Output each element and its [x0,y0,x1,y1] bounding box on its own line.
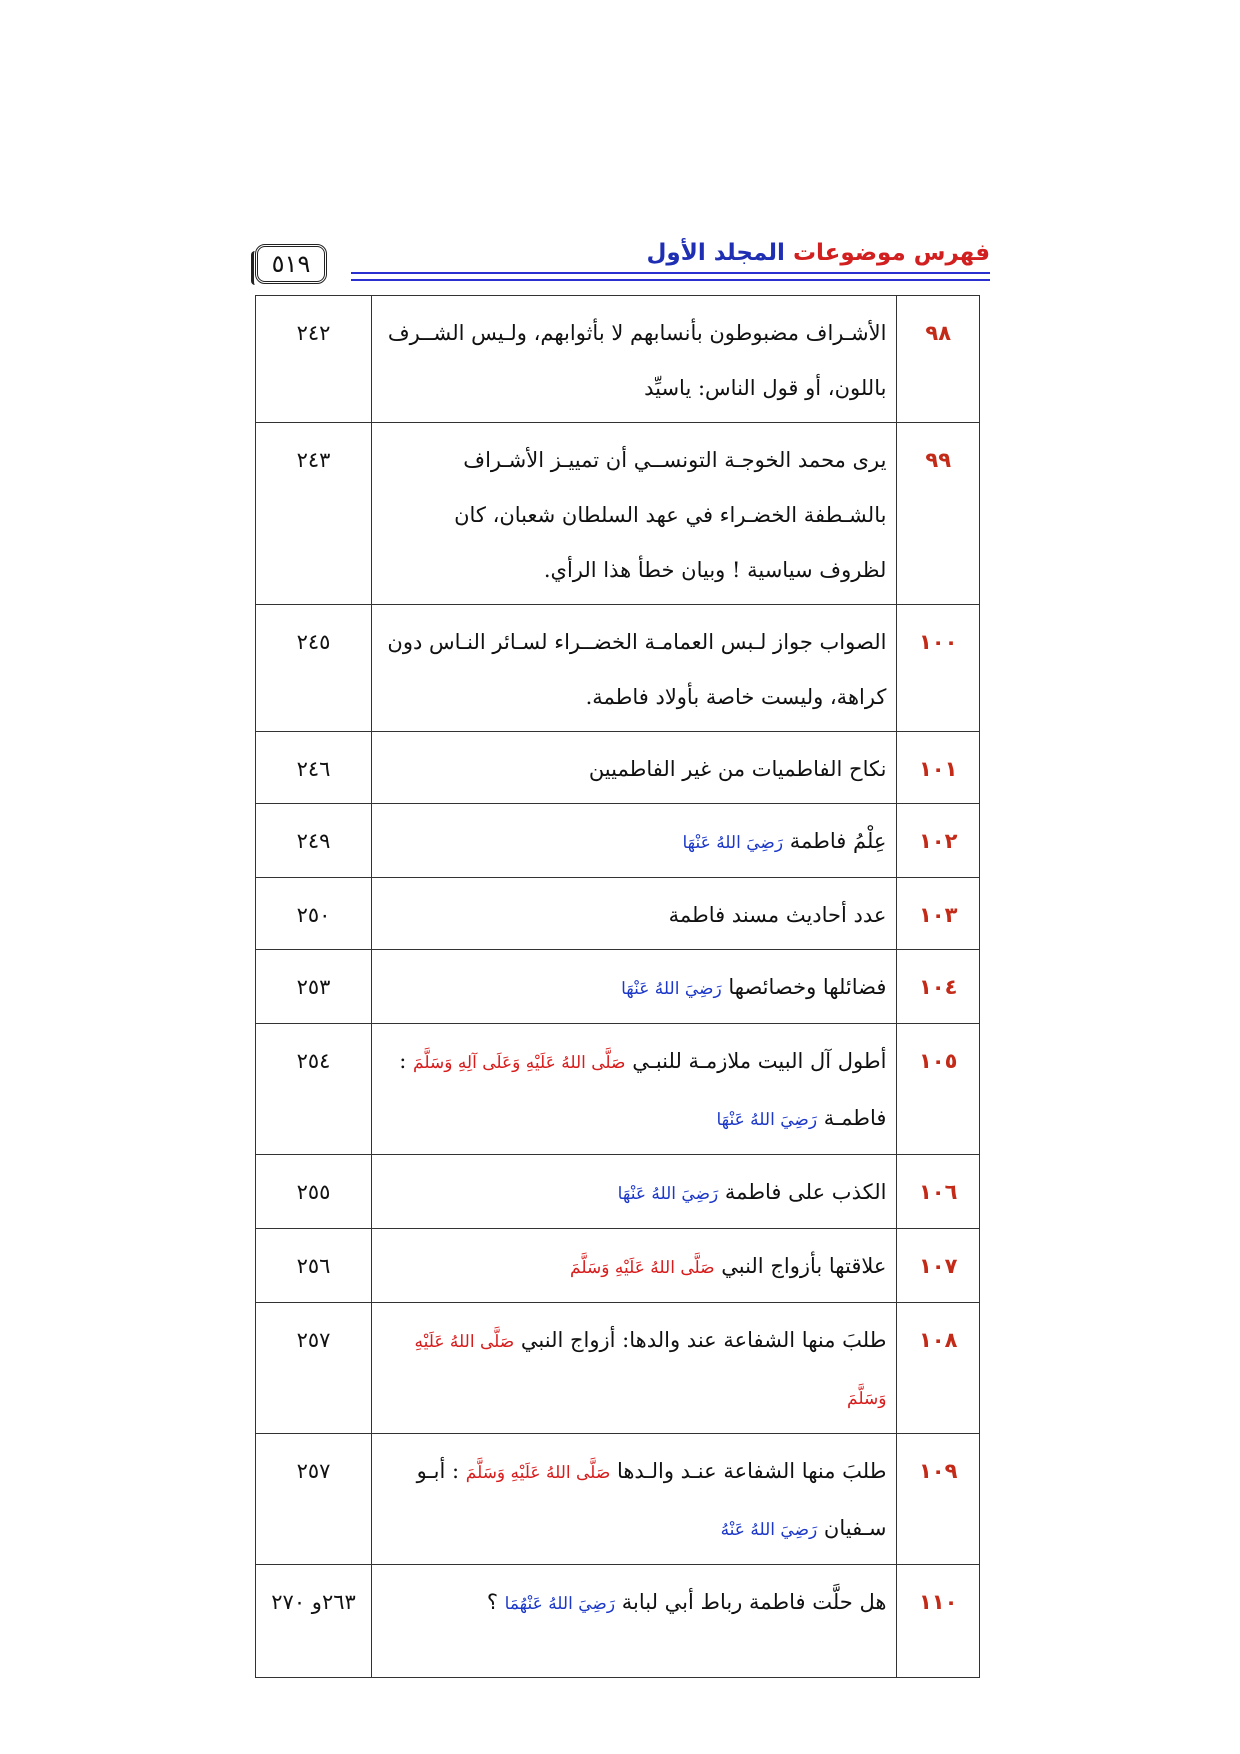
topic-text: علاقتها بأزواج النبي [721,1254,887,1278]
page-reference: ٢٤٣ [256,423,372,605]
topic-text: طلبَ منها الشفاعة عنـد والـدها [616,1459,887,1483]
header-rule [351,272,990,281]
topic-text: عدد أحاديث مسند فاطمة [668,903,887,927]
topic-title [372,423,897,605]
topic-text-continued: ؟ [486,1590,505,1614]
table-row [256,1434,980,1565]
page-reference: ٢٤٩ [256,804,372,878]
topic-title [372,878,897,950]
topic-number: ١٠٦ [897,1155,980,1229]
table-row [256,1229,980,1303]
topic-number: ١٠٧ [897,1229,980,1303]
page-reference: ٢٦٣و ٢٧٠ [256,1565,372,1678]
topic-text: الصواب جواز لـبس العمامـة الخضــراء لسـائر النـاس دون كراهة، وليست خاصة بأولاد فاطمة. [387,630,887,709]
topic-title [372,296,897,423]
honorific: رَضِيَ اللهُ عَنْهُ [720,1520,818,1540]
topic-text: عِلْمُ فاطمة [789,829,887,853]
topic-text: الكذب على فاطمة [724,1180,887,1204]
title-part-red: فهرس موضوعات [792,240,990,266]
page-reference: ٢٤٢ [256,296,372,423]
topic-title [372,605,897,732]
page-reference: ٢٥٤ [256,1024,372,1155]
page-reference: ٢٥٣ [256,950,372,1024]
title-part-blue: المجلد الأول [646,240,785,266]
topic-number: ٩٨ [897,296,980,423]
table-row [256,296,980,423]
table-row [256,1024,980,1155]
table-row [256,1565,980,1678]
index-table-body [256,296,980,1678]
page-reference: ٢٥٧ [256,1434,372,1565]
honorific: رَضِيَ اللهُ عَنْهَا [621,979,722,999]
topic-title [372,732,897,804]
topic-title [372,950,897,1024]
topic-text: نكاح الفاطميات من غير الفاطميين [588,757,887,781]
honorific: صَلَّى اللهُ عَلَيْهِ وَعَلَى آلِهِ وَسَلَّمَ [413,1053,626,1073]
page-reference: ٢٤٥ [256,605,372,732]
topic-title [372,1229,897,1303]
page-reference: ٢٥٧ [256,1303,372,1434]
topic-number: ١٠٢ [897,804,980,878]
topic-number: ١٠٥ [897,1024,980,1155]
topic-title [372,1155,897,1229]
honorific: رَضِيَ اللهُ عَنْهُمَا [504,1594,616,1614]
topic-number: ١٠٣ [897,878,980,950]
table-row [256,1155,980,1229]
table-row [256,950,980,1024]
honorific: رَضِيَ اللهُ عَنْهَا [617,1184,719,1204]
table-row [256,605,980,732]
topic-text-continued: : أبـو سـفيان [416,1459,887,1540]
page-reference: ٢٤٦ [256,732,372,804]
table-row [256,732,980,804]
topic-title [372,1024,897,1155]
page-title [646,240,990,266]
topic-number: ١١٠ [897,1565,980,1678]
honorific: صَلَّى اللهُ عَلَيْهِ وَسَلَّمَ [414,1332,887,1409]
topic-text: يرى محمد الخوجـة التونســي أن تمييـز الأشـراف بالشـطفة الخضـراء في عهد السلطان شعبان، كان لظروف سياسية ! وبيان خطأ هذا الرأي. [454,448,887,582]
page-reference: ٢٥٠ [256,878,372,950]
topic-number: ١٠٤ [897,950,980,1024]
index-table [255,295,980,1678]
honorific: رَضِيَ اللهُ عَنْهَا [716,1110,818,1130]
honorific: رَضِيَ اللهُ عَنْهَا [682,833,784,853]
table-row [256,878,980,950]
topic-title [372,1565,897,1678]
topic-text: طلبَ منها الشفاعة عند والدها: أزواج النبي [520,1328,887,1352]
topic-text-continued: : فاطمـة [399,1049,887,1130]
honorific: صَلَّى اللهُ عَلَيْهِ وَسَلَّمَ [465,1463,611,1483]
topic-number: ١٠٠ [897,605,980,732]
topic-title [372,1303,897,1434]
topic-text: أطول آل البيت ملازمـة للنبـي [632,1049,887,1073]
topic-number: ٩٩ [897,423,980,605]
topic-title [372,1434,897,1565]
table-row [256,804,980,878]
page-reference: ٢٥٦ [256,1229,372,1303]
topic-number: ١٠٨ [897,1303,980,1434]
topic-title [372,804,897,878]
page-number: ٥١٩ [255,244,327,284]
topic-number: ١٠٩ [897,1434,980,1565]
topic-number: ١٠١ [897,732,980,804]
table-row [256,1303,980,1434]
page-header [255,236,990,276]
honorific: صَلَّى اللهُ عَلَيْهِ وَسَلَّمَ [570,1258,715,1278]
topic-text: هل حلَّت فاطمة رباط أبي لبابة [621,1590,887,1614]
table-row [256,423,980,605]
topic-text: فضائلها وخصائصها [728,975,887,999]
topic-text: الأشـراف مضبوطون بأنسابهم لا بأثوابهم، ولـيس الشــرف باللون، أو قول الناس: ياسيِّد [387,321,887,400]
page-reference: ٢٥٥ [256,1155,372,1229]
